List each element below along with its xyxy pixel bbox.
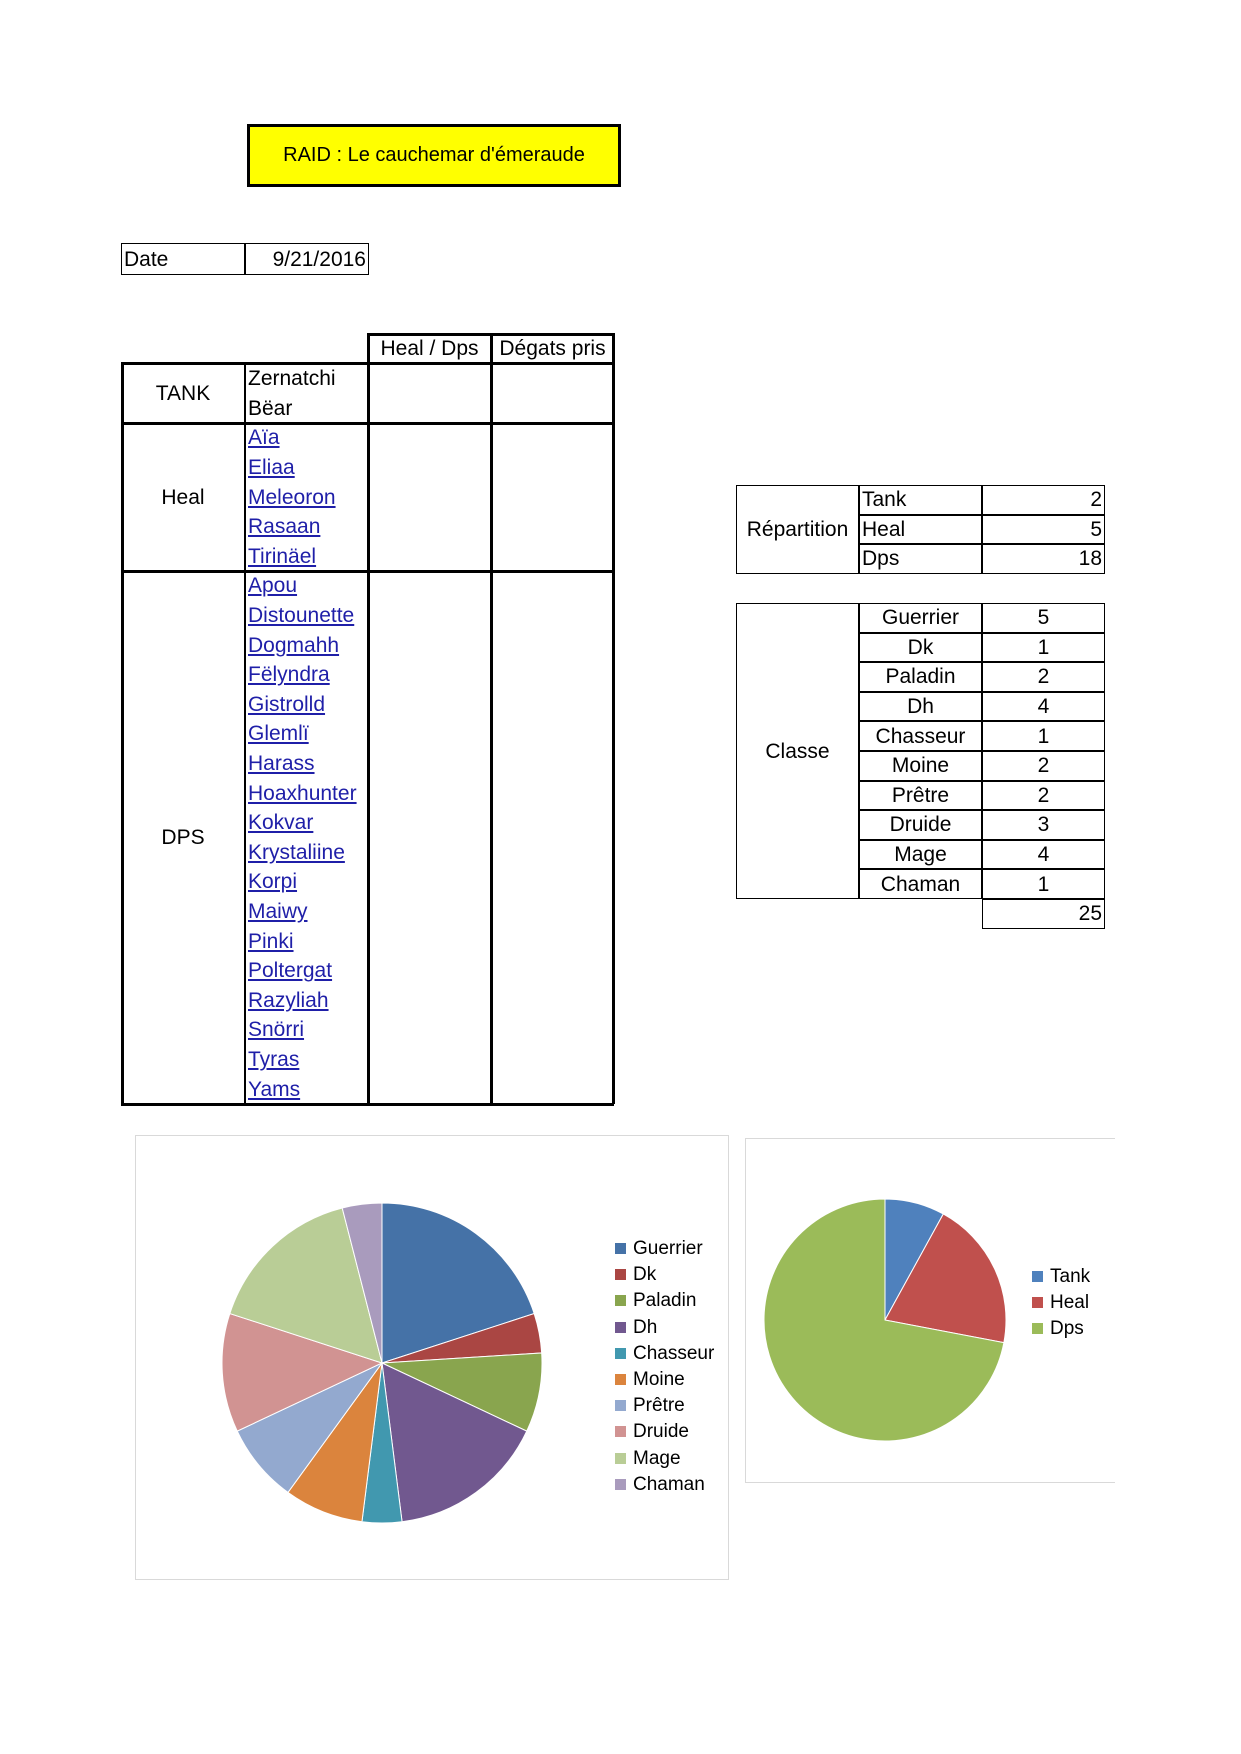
- player-link[interactable]: Eliaa: [248, 456, 295, 480]
- date-value: 9/21/2016: [244, 243, 369, 275]
- classe-pie-chart: [135, 1135, 729, 1580]
- player-link[interactable]: Kokvar: [248, 811, 314, 835]
- role-legend-item: [1032, 1267, 1090, 1286]
- classe-legend-item: [615, 1291, 696, 1310]
- classe-count: 5: [982, 603, 1105, 633]
- header-heal-dps: Heal / Dps: [380, 337, 479, 360]
- classe-name: Druide: [859, 810, 982, 840]
- player-link[interactable]: Apou: [248, 574, 298, 598]
- classe-name: Chaman: [859, 869, 982, 899]
- player-link[interactable]: Distounette: [248, 604, 355, 628]
- player-link[interactable]: Tyras: [248, 1048, 300, 1072]
- classe-legend-item: [615, 1475, 705, 1494]
- classe-name: Moine: [859, 751, 982, 781]
- legend-label: Dps: [1050, 1318, 1084, 1339]
- legend-label: Druide: [633, 1421, 689, 1443]
- legend-label: Prêtre: [633, 1395, 685, 1417]
- role-dps: DPS: [161, 826, 205, 850]
- player-link[interactable]: Korpi: [248, 870, 298, 894]
- classe-legend-item: [615, 1396, 685, 1415]
- player-link[interactable]: Fëlyndra: [248, 663, 330, 687]
- table-border: [121, 570, 614, 573]
- player-link[interactable]: Yams: [248, 1077, 301, 1101]
- classe-count: 2: [982, 781, 1105, 811]
- repartition-role: Heal: [859, 515, 982, 545]
- legend-swatch: [615, 1400, 626, 1411]
- player-link[interactable]: Razyliah: [248, 988, 329, 1012]
- repartition-count: 2: [982, 485, 1105, 515]
- classe-legend-item: [615, 1318, 657, 1337]
- classe-label: Classe: [736, 603, 859, 899]
- legend-swatch: [615, 1426, 626, 1437]
- role-legend-item: [1032, 1293, 1089, 1312]
- date-label: Date: [121, 243, 246, 275]
- table-border: [121, 364, 124, 1104]
- classe-count: 4: [982, 840, 1105, 870]
- player-link[interactable]: Rasaan: [248, 515, 321, 539]
- legend-label: Chaman: [633, 1473, 705, 1495]
- legend-label: Moine: [633, 1369, 685, 1390]
- classe-legend-item: [615, 1422, 689, 1441]
- legend-label: Dk: [633, 1264, 657, 1286]
- player-link[interactable]: Glemlï: [248, 722, 309, 746]
- table-border: [121, 422, 614, 425]
- raid-title: RAID : Le cauchemar d'émeraude: [247, 124, 621, 187]
- role-legend-item: [1032, 1319, 1084, 1338]
- repartition-count: 5: [982, 515, 1105, 545]
- repartition-label: Répartition: [736, 485, 859, 574]
- table-border: [367, 333, 370, 1104]
- classe-legend-item: [615, 1370, 685, 1389]
- legend-label: Dh: [633, 1316, 658, 1338]
- player-link[interactable]: Hoaxhunter: [248, 781, 357, 805]
- table-border: [490, 333, 493, 1104]
- legend-label: Guerrier: [633, 1238, 703, 1259]
- legend-swatch: [615, 1243, 626, 1254]
- legend-swatch: [1032, 1323, 1043, 1334]
- legend-swatch: [615, 1348, 626, 1359]
- player-link[interactable]: Aïa: [248, 426, 280, 450]
- classe-name: Dh: [859, 692, 982, 722]
- legend-swatch: [1032, 1271, 1043, 1282]
- legend-label: Heal: [1050, 1292, 1090, 1313]
- legend-label: Mage: [633, 1447, 681, 1469]
- classe-legend-item: [615, 1449, 681, 1468]
- legend-label: Tank: [1050, 1266, 1091, 1287]
- player-link[interactable]: Meleoron: [248, 485, 336, 509]
- player-link[interactable]: Krystaliine: [248, 840, 345, 864]
- player-name: Bëar: [248, 396, 293, 420]
- repartition-count: 18: [982, 544, 1105, 574]
- classe-legend-item: [615, 1344, 714, 1363]
- classe-name: Guerrier: [859, 603, 982, 633]
- player-link[interactable]: Poltergat: [248, 959, 333, 983]
- player-name: Zernatchi: [248, 367, 336, 391]
- player-link[interactable]: Gistrolld: [248, 692, 326, 716]
- player-link[interactable]: Tirinäel: [248, 544, 317, 568]
- classe-legend-item: [615, 1265, 656, 1284]
- classe-name: Prêtre: [859, 781, 982, 811]
- player-link[interactable]: Maiwy: [248, 900, 308, 924]
- legend-swatch: [1032, 1297, 1043, 1308]
- classe-count: 1: [982, 869, 1105, 899]
- table-border: [368, 333, 614, 336]
- legend-swatch: [615, 1453, 626, 1464]
- header-degats-pris: Dégats pris: [499, 337, 606, 360]
- classe-count: 4: [982, 692, 1105, 722]
- legend-swatch: [615, 1374, 626, 1385]
- table-border: [244, 364, 246, 1104]
- role-tank: TANK: [155, 382, 211, 406]
- classe-legend-item: [615, 1239, 703, 1258]
- role-heal: Heal: [161, 485, 205, 509]
- classe-count: 1: [982, 721, 1105, 751]
- legend-label: Chasseur: [633, 1342, 715, 1364]
- legend-swatch: [615, 1322, 626, 1333]
- table-border: [121, 1103, 614, 1106]
- repartition-role: Dps: [859, 544, 982, 574]
- classe-count: 1: [982, 633, 1105, 663]
- player-link[interactable]: Snörri: [248, 1018, 305, 1042]
- legend-swatch: [615, 1269, 626, 1280]
- classe-name: Chasseur: [859, 721, 982, 751]
- classe-total: 25: [982, 899, 1105, 929]
- role-pie-chart: [745, 1138, 1115, 1483]
- classe-count: 2: [982, 662, 1105, 692]
- legend-swatch: [615, 1295, 626, 1306]
- legend-swatch: [615, 1479, 626, 1490]
- table-border: [612, 333, 615, 1104]
- legend-label: Paladin: [633, 1290, 697, 1312]
- player-link[interactable]: Pinki: [248, 929, 294, 953]
- classe-count: 3: [982, 810, 1105, 840]
- table-border: [121, 362, 614, 365]
- player-link[interactable]: Dogmahh: [248, 633, 340, 657]
- repartition-role: Tank: [859, 485, 982, 515]
- classe-count: 2: [982, 751, 1105, 781]
- classe-name: Dk: [859, 633, 982, 663]
- player-link[interactable]: Harass: [248, 752, 315, 776]
- classe-name: Paladin: [859, 662, 982, 692]
- classe-name: Mage: [859, 840, 982, 870]
